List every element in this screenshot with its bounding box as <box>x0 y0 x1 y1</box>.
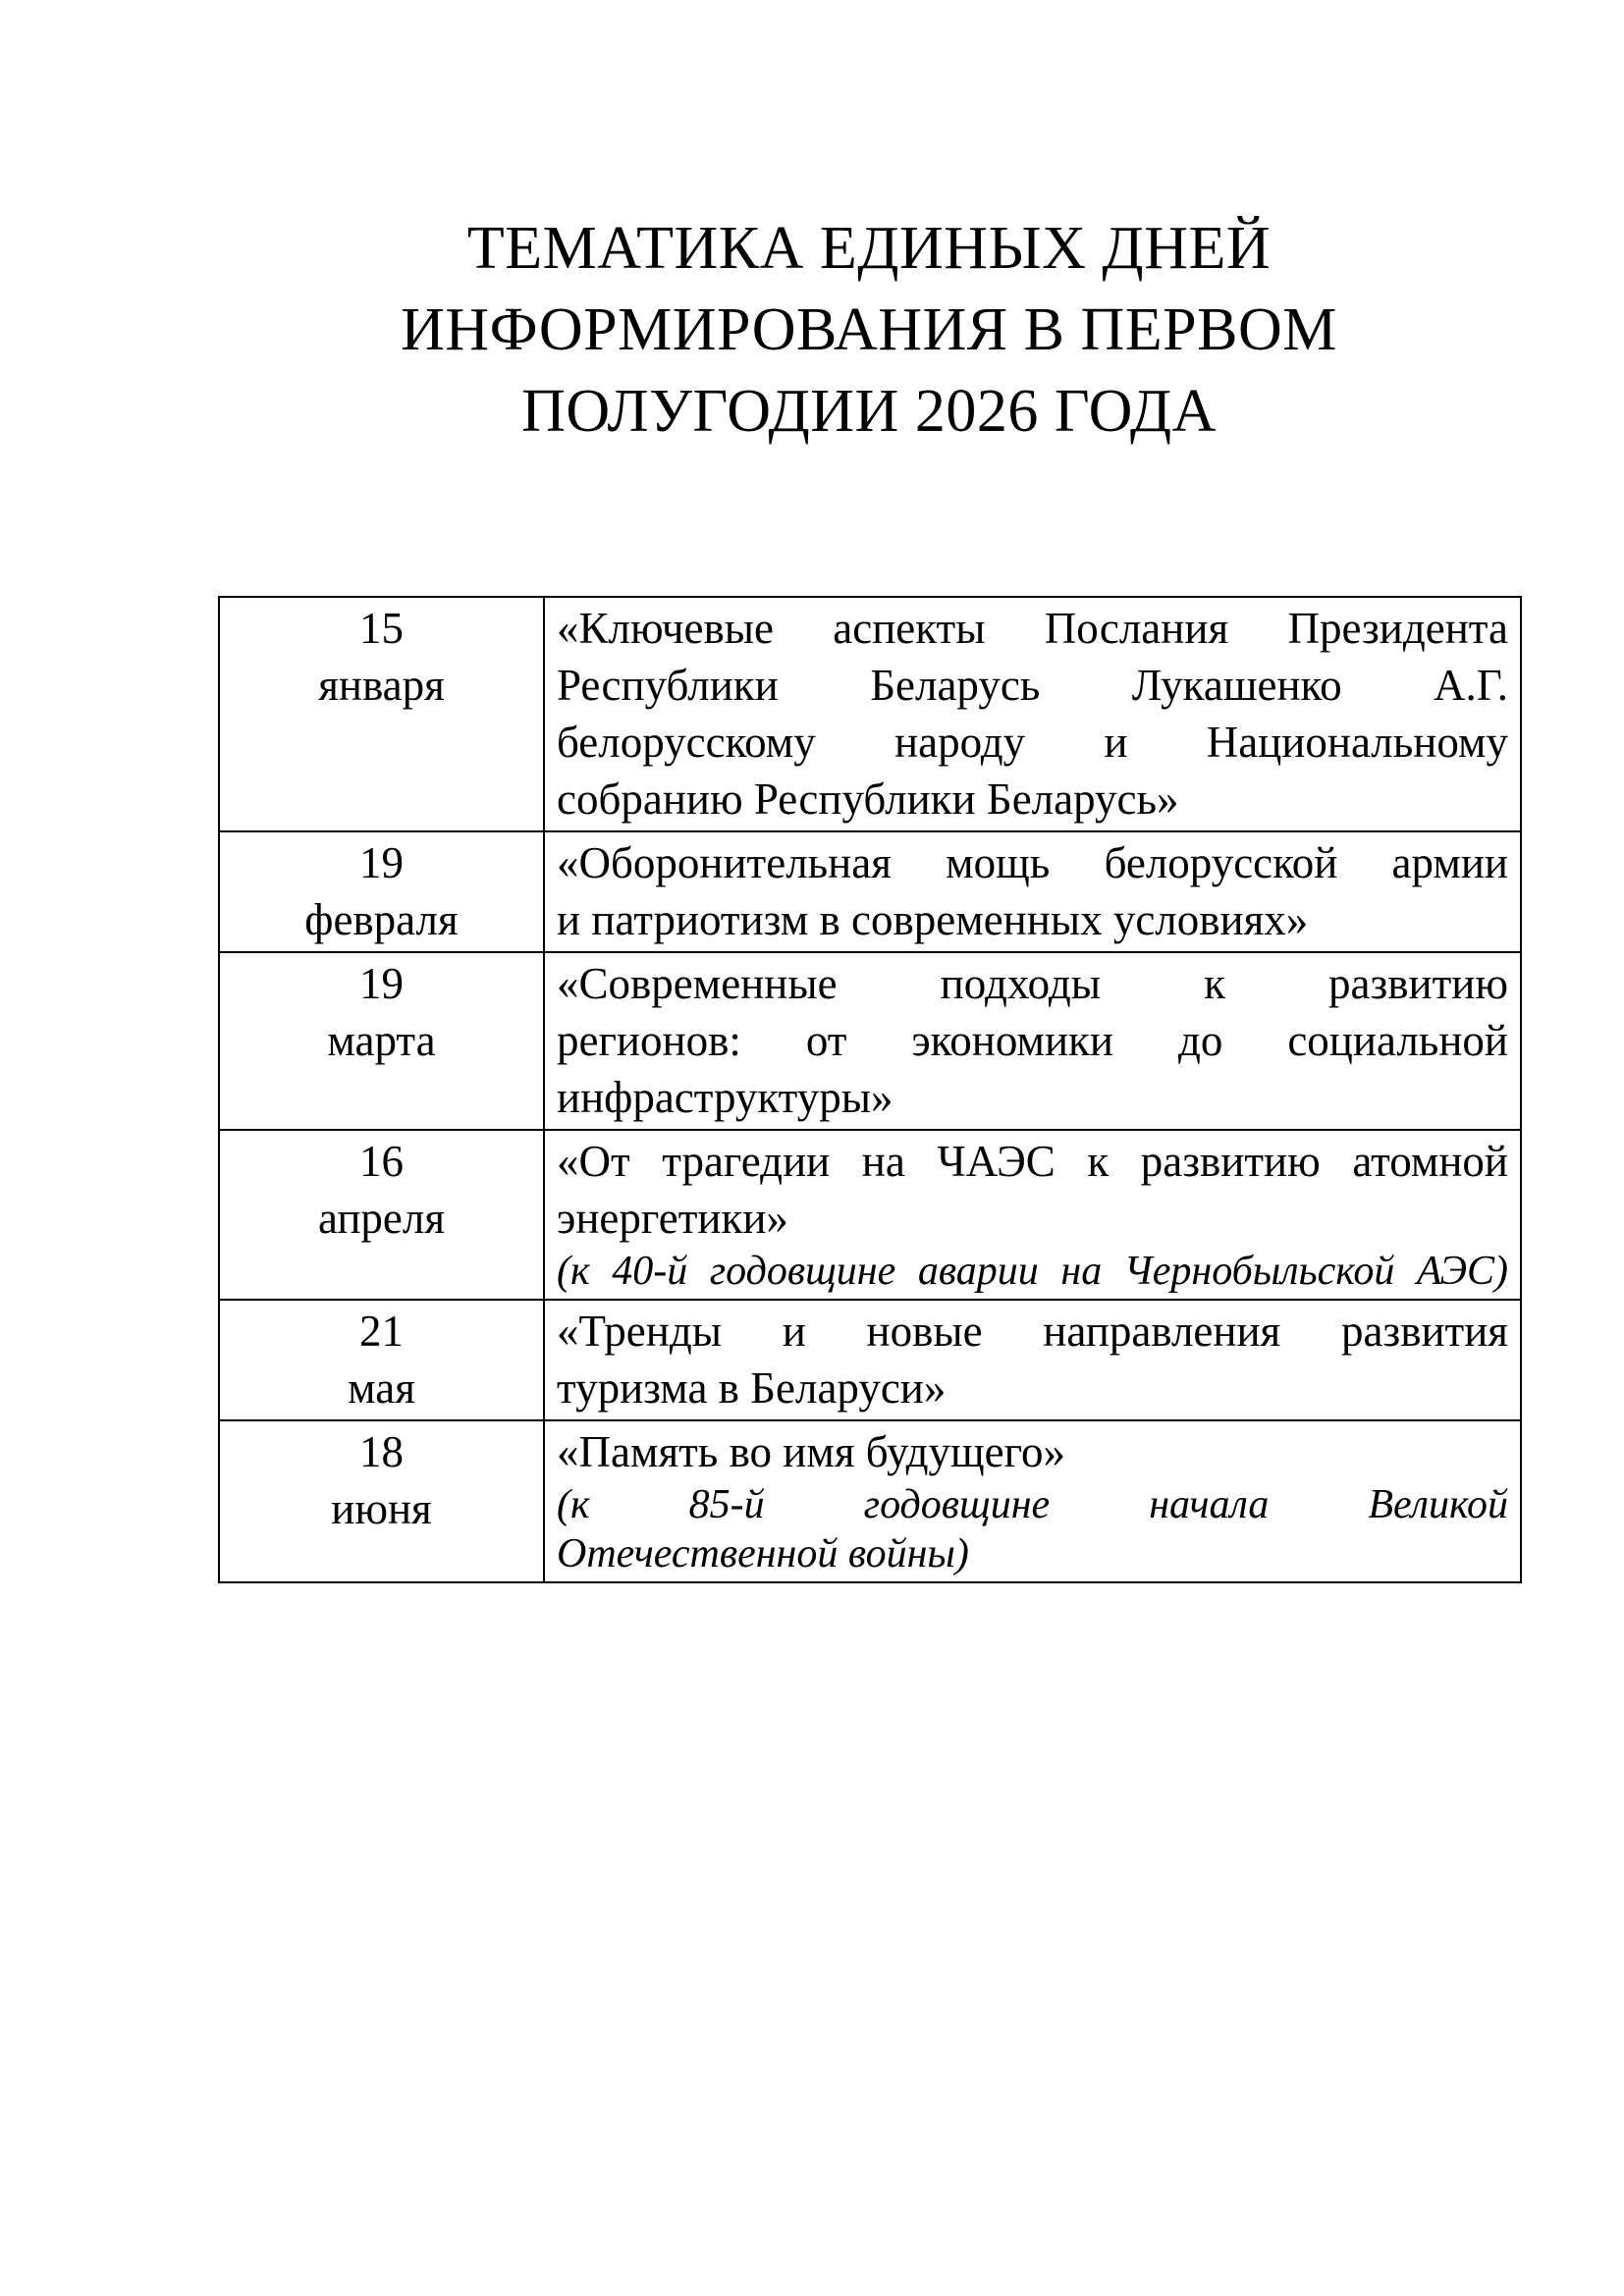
table-row <box>219 1420 1521 1582</box>
topic-line: «Тренды и новые направления развития <box>557 1307 1508 1356</box>
date-day: 16 <box>359 1137 404 1186</box>
date-month: марта <box>327 1016 436 1065</box>
date-cell <box>219 1420 544 1582</box>
topic-line: «Оборонительная мощь белорусской армии <box>557 838 1508 887</box>
date-cell <box>219 1130 544 1300</box>
title-line: ИНФОРМИРОВАНИЯ В ПЕРВОМ <box>401 296 1337 363</box>
topic-line: белорусскому народу и Национальному <box>557 718 1508 767</box>
table-row <box>219 831 1521 952</box>
date-cell <box>219 1300 544 1420</box>
topic-note-line: Отечественной войны) <box>557 1531 969 1576</box>
table-row <box>219 1130 1521 1300</box>
document-page <box>218 0 1520 1583</box>
topic-cell <box>544 952 1521 1130</box>
date-month: июня <box>331 1484 432 1533</box>
date-day: 15 <box>359 604 404 653</box>
date-day: 19 <box>359 838 404 887</box>
date-cell <box>219 831 544 952</box>
topic-line: Республики Беларусь Лукашенко А.Г. <box>557 661 1508 710</box>
topic-line: «Современные подходы к развитию <box>557 959 1508 1008</box>
date-cell <box>219 952 544 1130</box>
topic-cell <box>544 831 1521 952</box>
date-month: апреля <box>317 1194 446 1243</box>
topic-line: регионов: от экономики до социальной <box>557 1016 1508 1065</box>
topic-cell <box>544 1130 1521 1300</box>
topic-note-line: (к 40-й годовщине аварии на Чернобыльской АЭС) <box>557 1249 1508 1294</box>
table-row <box>219 1300 1521 1420</box>
date-day: 19 <box>359 959 404 1008</box>
schedule-table <box>218 596 1522 1583</box>
topic-note-line: (к 85-й годовщине начала Великой <box>557 1482 1508 1527</box>
date-month: мая <box>348 1363 415 1413</box>
topic-line: туризма в Беларуси» <box>557 1363 947 1413</box>
topic-line: собранию Республики Беларусь» <box>557 774 1179 824</box>
date-day: 18 <box>359 1427 404 1476</box>
date-month: февраля <box>304 895 459 944</box>
topic-line: инфраструктуры» <box>557 1073 893 1122</box>
date-day: 21 <box>359 1307 404 1356</box>
table-row <box>219 597 1521 831</box>
topic-line: «Память во имя будущего» <box>557 1427 1065 1476</box>
topic-cell <box>544 1420 1521 1582</box>
topic-line: «Ключевые аспекты Послания Президента <box>557 604 1508 653</box>
topic-line: энергетики» <box>557 1194 788 1243</box>
table-row <box>219 952 1521 1130</box>
topic-cell <box>544 597 1521 831</box>
title-line: ТЕМАТИКА ЕДИНЫХ ДНЕЙ <box>466 215 1272 282</box>
topic-cell <box>544 1300 1521 1420</box>
document-title <box>218 0 1520 453</box>
topic-line: «От трагедии на ЧАЭС к развитию атомной <box>557 1137 1508 1186</box>
date-cell <box>219 597 544 831</box>
date-month: января <box>318 661 445 710</box>
title-line: ПОЛУГОДИИ 2026 ГОДА <box>521 378 1217 445</box>
topic-line: и патриотизм в современных условиях» <box>557 895 1309 944</box>
